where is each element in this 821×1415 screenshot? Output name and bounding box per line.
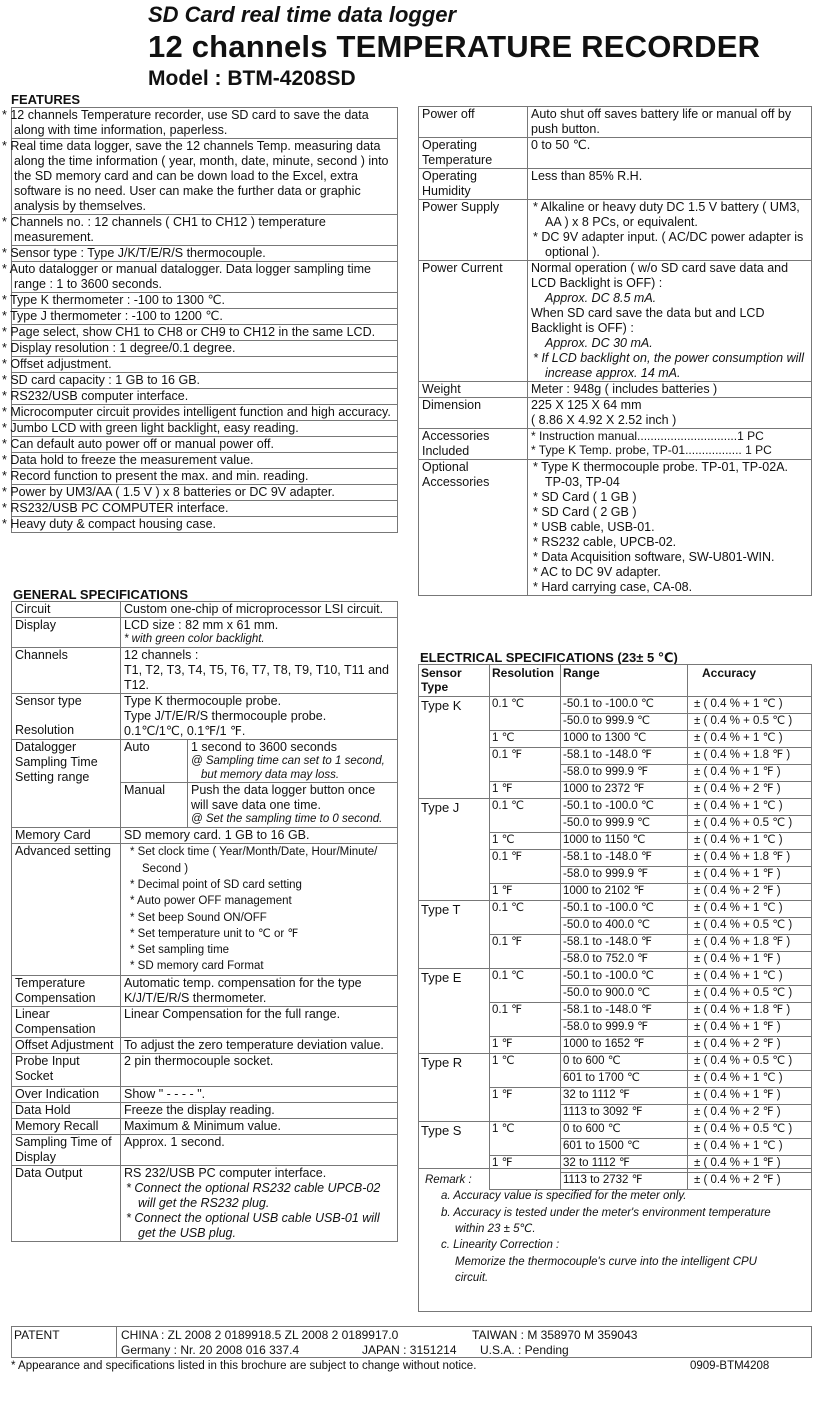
resolution-cell bbox=[490, 917, 561, 934]
resolution-cell: 1 ℃ bbox=[490, 730, 561, 747]
accuracy-cell: ± ( 0.4 % + 2 ℉ ) bbox=[688, 1036, 812, 1053]
range-cell: 601 to 1500 ℃ bbox=[561, 1138, 688, 1155]
spec-sublabel: Auto bbox=[121, 739, 188, 783]
spec-label: Power Current bbox=[419, 261, 528, 382]
spec-label: Linear Compensation bbox=[12, 1006, 121, 1037]
spec-row-accessories bbox=[419, 429, 812, 460]
accuracy-cell: ± ( 0.4 % + 1 ℉ ) bbox=[688, 951, 812, 968]
footer-note: * Appearance and specifications listed in this brochure are subject to change without notice. bbox=[11, 1360, 477, 1372]
spec-value: Freeze the display reading. bbox=[121, 1102, 398, 1118]
elec-row bbox=[419, 798, 812, 815]
electrical-spec-table bbox=[418, 664, 812, 1190]
patent-box bbox=[11, 1326, 812, 1358]
elec-row bbox=[419, 968, 812, 985]
range-cell: -50.0 to 999.9 ℃ bbox=[561, 815, 688, 832]
features-table bbox=[2, 107, 398, 533]
remark-item: within 23 ± 5℃. bbox=[455, 1222, 536, 1235]
spec-value: Maximum & Minimum value. bbox=[121, 1118, 398, 1134]
feature-row bbox=[12, 517, 398, 533]
accuracy-cell: ± ( 0.4 % + 1 ℃ ) bbox=[688, 832, 812, 849]
accuracy-cell: ± ( 0.4 % + 1.8 ℉ ) bbox=[688, 747, 812, 764]
feature-item: * Channels no. : 12 channels ( CH1 to CH12 ) temperature measurement. bbox=[12, 215, 398, 246]
spec-row-output bbox=[12, 1165, 398, 1241]
resolution-cell: 1 ℃ bbox=[490, 1121, 561, 1138]
elec-row bbox=[419, 1121, 812, 1138]
accuracy-cell: ± ( 0.4 % + 2 ℉ ) bbox=[688, 781, 812, 798]
spec-row-optional bbox=[419, 460, 812, 596]
feature-item: * Real time data logger, save the 12 channels Temp. measuring data along the time information ( year, month, date, minute, second ) into the SD memory card and can be down load to the Excel, extra software is no need. User can make the further data or graphic analysis by themselves. bbox=[12, 139, 398, 215]
feature-row bbox=[12, 262, 398, 293]
spec-label: Operating Humidity bbox=[419, 169, 528, 200]
resolution-cell bbox=[490, 1104, 561, 1121]
range-cell: 32 to 1112 ℉ bbox=[561, 1155, 688, 1172]
spec-value: Push the data logger button once will save data one time. @ Set the sampling time to 0 second. bbox=[188, 783, 398, 828]
feature-item: * Data hold to freeze the measurement value. bbox=[12, 453, 398, 469]
elec-row bbox=[419, 1053, 812, 1070]
spec-value: To adjust the zero temperature deviation value. bbox=[121, 1037, 398, 1053]
main-title: 12 channels TEMPERATURE RECORDER bbox=[148, 29, 761, 64]
range-cell: 1113 to 3092 ℉ bbox=[561, 1104, 688, 1121]
feature-row bbox=[12, 341, 398, 357]
spec-row-advanced bbox=[12, 844, 398, 976]
spec-value: Automatic temp. compensation for the type K/J/T/E/R/S thermometer. bbox=[121, 975, 398, 1006]
spec-label: Data Output bbox=[12, 1165, 121, 1241]
spec-value: * Instruction manual..............................1 PC * Type K Temp. probe, TP-01................. 1 PC bbox=[528, 429, 812, 460]
range-cell: 1000 to 1300 ℃ bbox=[561, 730, 688, 747]
general-spec-table bbox=[11, 601, 398, 1242]
advanced-item: * Auto power OFF management bbox=[130, 895, 292, 908]
range-cell: -58.0 to 752.0 ℉ bbox=[561, 951, 688, 968]
feature-item: * Jumbo LCD with green light backlight, easy reading. bbox=[12, 421, 398, 437]
accuracy-cell: ± ( 0.4 % + 1 ℃ ) bbox=[688, 730, 812, 747]
elec-row bbox=[419, 696, 812, 713]
sensor-type-cell: Type R bbox=[419, 1053, 490, 1121]
resolution-cell: 0.1 ℃ bbox=[490, 968, 561, 985]
feature-row bbox=[12, 139, 398, 215]
range-cell: -58.1 to -148.0 ℉ bbox=[561, 747, 688, 764]
feature-row bbox=[12, 469, 398, 485]
optional-item: * SD Card ( 2 GB ) bbox=[533, 505, 637, 519]
range-cell: -50.1 to -100.0 ℃ bbox=[561, 900, 688, 917]
spec-value: Custom one-chip of microprocessor LSI circuit. bbox=[121, 602, 398, 618]
spec-row-temp-comp bbox=[12, 975, 398, 1006]
range-cell: -58.0 to 999.9 ℉ bbox=[561, 1019, 688, 1036]
accuracy-cell: ± ( 0.4 % + 1 ℉ ) bbox=[688, 764, 812, 781]
feature-item: * Record function to present the max. and min. reading. bbox=[12, 469, 398, 485]
spec-row-display bbox=[12, 618, 398, 648]
resolution-cell bbox=[490, 1019, 561, 1036]
accuracy-cell: ± ( 0.4 % + 1 ℉ ) bbox=[688, 866, 812, 883]
feature-row bbox=[12, 108, 398, 139]
range-cell: -50.1 to -100.0 ℃ bbox=[561, 968, 688, 985]
remark-title: Remark : bbox=[425, 1174, 472, 1186]
feature-item: * Power by UM3/AA ( 1.5 V ) x 8 batteries or DC 9V adapter. bbox=[12, 485, 398, 501]
spec-row-power-supply bbox=[419, 200, 812, 261]
footer-code: 0909-BTM4208 bbox=[690, 1360, 770, 1372]
spec-value: 0 to 50 ℃. bbox=[528, 138, 812, 169]
spec-row-channels bbox=[12, 647, 398, 693]
spec-row-op-hum bbox=[419, 169, 812, 200]
resolution-cell: 1 ℃ bbox=[490, 832, 561, 849]
spec-value: LCD size : 82 mm x 61 mm. * with green color backlight. bbox=[121, 618, 398, 648]
range-cell: 1000 to 1150 ℃ bbox=[561, 832, 688, 849]
spec-label: Over Indication bbox=[12, 1086, 121, 1102]
accuracy-cell: ± ( 0.4 % + 1 ℉ ) bbox=[688, 1155, 812, 1172]
accuracy-cell: ± ( 0.4 % + 1.8 ℉ ) bbox=[688, 934, 812, 951]
accuracy-cell: ± ( 0.4 % + 2 ℉ ) bbox=[688, 1104, 812, 1121]
spec-value: RS 232/USB PC computer interface. * Connect the optional RS232 cable UPCB-02 will get the RS232 plug. * Connect the optional USB cable USB-01 will get the USB plug. bbox=[121, 1165, 398, 1241]
feature-row bbox=[12, 293, 398, 309]
resolution-cell bbox=[490, 1138, 561, 1155]
elec-header-cell: Resolution bbox=[490, 665, 561, 697]
feature-row bbox=[12, 389, 398, 405]
resolution-cell: 0.1 ℃ bbox=[490, 900, 561, 917]
resolution-cell: 1 ℉ bbox=[490, 1087, 561, 1104]
spec-value: * Alkaline or heavy duty DC 1.5 V battery ( UM3, AA ) x 8 PCs, or equivalent. * DC 9V adapter input. ( AC/DC power adapter is optional ). bbox=[528, 200, 812, 261]
range-cell: 0 to 600 ℃ bbox=[561, 1121, 688, 1138]
feature-item: * Can default auto power off or manual power off. bbox=[12, 437, 398, 453]
range-cell: -50.1 to -100.0 ℃ bbox=[561, 696, 688, 713]
feature-row bbox=[12, 453, 398, 469]
sensor-type-cell: Type J bbox=[419, 798, 490, 900]
spec-row-power-off bbox=[419, 107, 812, 138]
range-cell: 601 to 1700 ℃ bbox=[561, 1070, 688, 1087]
elec-header-row bbox=[419, 665, 812, 697]
spec-value: Approx. 1 second. bbox=[121, 1134, 398, 1165]
accuracy-cell: ± ( 0.4 % + 1.8 ℉ ) bbox=[688, 849, 812, 866]
optional-item: * Hard carrying case, CA-08. bbox=[533, 580, 693, 594]
resolution-cell bbox=[490, 1070, 561, 1087]
electrical-spec-title: ELECTRICAL SPECIFICATIONS (23± 5 ℃) bbox=[420, 650, 678, 665]
spec-label: Power off bbox=[419, 107, 528, 138]
accuracy-cell: ± ( 0.4 % + 0.5 ℃ ) bbox=[688, 713, 812, 730]
feature-row bbox=[12, 246, 398, 262]
resolution-cell: 0.1 ℃ bbox=[490, 798, 561, 815]
elec-header-cell: Sensor Type bbox=[419, 665, 490, 697]
spec-row-sensor bbox=[12, 693, 398, 739]
patent-china: CHINA : ZL 2008 2 0189918.5 ZL 2008 2 0189917.0 bbox=[121, 1328, 399, 1342]
resolution-cell: 1 ℉ bbox=[490, 883, 561, 900]
accuracy-cell: ± ( 0.4 % + 1 ℃ ) bbox=[688, 968, 812, 985]
accuracy-cell: ± ( 0.4 % + 1 ℃ ) bbox=[688, 696, 812, 713]
optional-item: * Data Acquisition software, SW-U801-WIN. bbox=[533, 550, 775, 564]
resolution-cell: 0.1 ℃ bbox=[490, 696, 561, 713]
range-cell: -50.1 to -100.0 ℃ bbox=[561, 798, 688, 815]
optional-item: * Type K thermocouple probe. TP-01, TP-02A. TP-03, TP-04 bbox=[533, 460, 789, 489]
model-title: Model : BTM-4208SD bbox=[148, 67, 356, 90]
resolution-cell: 1 ℉ bbox=[490, 1036, 561, 1053]
feature-item: * Page select, show CH1 to CH8 or CH9 to CH12 in the same LCD. bbox=[12, 325, 398, 341]
accuracy-cell: ± ( 0.4 % + 2 ℉ ) bbox=[688, 1172, 812, 1189]
feature-row bbox=[12, 325, 398, 341]
resolution-cell: 0.1 ℉ bbox=[490, 849, 561, 866]
spec-value: Show " - - - - ". bbox=[121, 1086, 398, 1102]
spec-label: Display bbox=[12, 618, 121, 648]
spec-row-circuit bbox=[12, 602, 398, 618]
spec-value: Meter : 948g ( includes batteries ) bbox=[528, 382, 812, 398]
spec-row-power-current bbox=[419, 261, 812, 382]
spec-row-memory bbox=[12, 828, 398, 844]
optional-item: * RS232 cable, UPCB-02. bbox=[533, 535, 677, 549]
sensor-type-cell: Type E bbox=[419, 968, 490, 1053]
range-cell: -58.1 to -148.0 ℉ bbox=[561, 1002, 688, 1019]
sensor-type-cell: Type K bbox=[419, 696, 490, 798]
subtitle: SD Card real time data logger bbox=[148, 2, 457, 27]
feature-row bbox=[12, 309, 398, 325]
advanced-item: * Set sampling time bbox=[130, 944, 230, 957]
feature-row bbox=[12, 373, 398, 389]
feature-item: * Heavy duty & compact housing case. bbox=[12, 517, 398, 533]
sensor-type-cell: Type S bbox=[419, 1121, 490, 1189]
spec-label: Dimension bbox=[419, 398, 528, 429]
remark-item: a. Accuracy value is specified for the meter only. bbox=[441, 1190, 687, 1203]
accuracy-cell: ± ( 0.4 % + 1 ℃ ) bbox=[688, 900, 812, 917]
features-title: FEATURES bbox=[11, 92, 81, 107]
accuracy-cell: ± ( 0.4 % + 1 ℃ ) bbox=[688, 1138, 812, 1155]
spec-label: Weight bbox=[419, 382, 528, 398]
feature-item: * RS232/USB PC COMPUTER interface. bbox=[12, 501, 398, 517]
spec-label: Circuit bbox=[12, 602, 121, 618]
patent-germany: Germany : Nr. 20 2008 016 337.4 bbox=[121, 1343, 300, 1357]
spec-label: Temperature Compensation bbox=[12, 975, 121, 1006]
spec-sublabel: Manual bbox=[121, 783, 188, 828]
resolution-cell: 0.1 ℉ bbox=[490, 934, 561, 951]
feature-item: * Type K thermometer : -100 to 1300 ℃. bbox=[12, 293, 398, 309]
remark-item: b. Accuracy is tested under the meter's environment temperature bbox=[441, 1206, 771, 1219]
resolution-cell: 0.1 ℉ bbox=[490, 747, 561, 764]
optional-item: * SD Card ( 1 GB ) bbox=[533, 490, 637, 504]
spec-value: 2 pin thermocouple socket. bbox=[121, 1053, 398, 1086]
spec-value: 12 channels : T1, T2, T3, T4, T5, T6, T7, T8, T9, T10, T11 and T12. bbox=[121, 647, 398, 693]
feature-row bbox=[12, 357, 398, 373]
range-cell: -50.0 to 999.9 ℃ bbox=[561, 713, 688, 730]
range-cell: -58.0 to 999.9 ℉ bbox=[561, 866, 688, 883]
spec-label: Sensor type Resolution bbox=[12, 693, 121, 739]
spec-row-over bbox=[12, 1086, 398, 1102]
range-cell: -58.1 to -148.0 ℉ bbox=[561, 849, 688, 866]
spec-label: Offset Adjustment bbox=[12, 1037, 121, 1053]
resolution-cell: 0.1 ℉ bbox=[490, 1002, 561, 1019]
accuracy-cell: ± ( 0.4 % + 0.5 ℃ ) bbox=[688, 1121, 812, 1138]
accuracy-cell: ± ( 0.4 % + 0.5 ℃ ) bbox=[688, 815, 812, 832]
spec-label: Probe Input Socket bbox=[12, 1053, 121, 1086]
spec-value: Type K thermocouple probe. Type J/T/E/R/S thermocouple probe. 0.1℃/1℃, 0.1℉/1 ℉. bbox=[121, 693, 398, 739]
feature-item: * Sensor type : Type J/K/T/E/R/S thermocouple. bbox=[12, 246, 398, 262]
advanced-item: * Set temperature unit to ℃ or ℉ bbox=[130, 927, 299, 940]
spec-label: Optional Accessories bbox=[419, 460, 528, 596]
patent-japan: JAPAN : 3151214 bbox=[362, 1343, 457, 1357]
patent-label: PATENT bbox=[12, 1327, 117, 1357]
range-cell: 32 to 1112 ℉ bbox=[561, 1087, 688, 1104]
spec-label: Operating Temperature bbox=[419, 138, 528, 169]
spec-row-linear bbox=[12, 1006, 398, 1037]
resolution-cell bbox=[490, 866, 561, 883]
accuracy-cell: ± ( 0.4 % + 1 ℉ ) bbox=[688, 1087, 812, 1104]
feature-item: * Offset adjustment. bbox=[12, 357, 398, 373]
advanced-item: * Decimal point of SD card setting bbox=[130, 878, 302, 891]
feature-item: * RS232/USB computer interface. bbox=[12, 389, 398, 405]
spec-label: Sampling Time of Display bbox=[12, 1134, 121, 1165]
accuracy-cell: ± ( 0.4 % + 1 ℃ ) bbox=[688, 1070, 812, 1087]
feature-row bbox=[12, 215, 398, 246]
spec-row-op-temp bbox=[419, 138, 812, 169]
range-cell: 1000 to 2372 ℉ bbox=[561, 781, 688, 798]
resolution-cell: 1 ℉ bbox=[490, 1155, 561, 1172]
resolution-cell bbox=[490, 713, 561, 730]
spec-value: Auto shut off saves battery life or manual off by push button. bbox=[528, 107, 812, 138]
resolution-cell bbox=[490, 815, 561, 832]
spec-row-hold bbox=[12, 1102, 398, 1118]
feature-row bbox=[12, 437, 398, 453]
spec-value: 225 X 125 X 64 mm ( 8.86 X 4.92 X 2.52 inch ) bbox=[528, 398, 812, 429]
spec-label: Advanced setting bbox=[12, 844, 121, 976]
spec-row-weight bbox=[419, 382, 812, 398]
feature-row bbox=[12, 485, 398, 501]
spec-row-offset bbox=[12, 1037, 398, 1053]
feature-item: * Display resolution : 1 degree/0.1 degree. bbox=[12, 341, 398, 357]
spec-row-recall bbox=[12, 1118, 398, 1134]
spec-value bbox=[121, 844, 398, 976]
advanced-item: * Set clock time ( Year/Month/Date, Hour/Minute/ Second ) bbox=[130, 846, 378, 875]
spec-row-probe bbox=[12, 1053, 398, 1086]
patent-taiwan: TAIWAN : M 358970 M 359043 bbox=[472, 1328, 638, 1342]
feature-item: * Microcomputer circuit provides intelligent function and high accuracy. bbox=[12, 405, 398, 421]
spec-value: Normal operation ( w/o SD card save data and LCD Backlight is OFF) : Approx. DC 8.5 mA. When SD card save the data but and LCD Backlight is OFF) : Approx. DC 30 mA. * If LCD backlight on, the power consumption will increase approx. 14 mA. bbox=[528, 261, 812, 382]
spec-value: Linear Compensation for the full range. bbox=[121, 1006, 398, 1037]
spec-label: Memory Card bbox=[12, 828, 121, 844]
sensor-type-cell: Type T bbox=[419, 900, 490, 968]
resolution-cell bbox=[490, 951, 561, 968]
range-cell: -50.0 to 400.0 ℃ bbox=[561, 917, 688, 934]
range-cell: 1000 to 1652 ℉ bbox=[561, 1036, 688, 1053]
accuracy-cell: ± ( 0.4 % + 0.5 ℃ ) bbox=[688, 917, 812, 934]
spec-row-datalogger-auto bbox=[12, 739, 398, 783]
spec-label: Channels bbox=[12, 647, 121, 693]
spec-value: Less than 85% R.H. bbox=[528, 169, 812, 200]
elec-header-cell: Accuracy bbox=[688, 665, 812, 697]
spec-label: Accessories Included bbox=[419, 429, 528, 460]
spec-label: Data Hold bbox=[12, 1102, 121, 1118]
feature-item: * SD card capacity : 1 GB to 16 GB. bbox=[12, 373, 398, 389]
accuracy-cell: ± ( 0.4 % + 2 ℉ ) bbox=[688, 883, 812, 900]
feature-row bbox=[12, 501, 398, 517]
advanced-item: * Set beep Sound ON/OFF bbox=[130, 911, 267, 924]
spec-value: 1 second to 3600 seconds @ Sampling time can set to 1 second, but memory data may loss. bbox=[188, 739, 398, 783]
patent-usa: U.S.A. : Pending bbox=[480, 1343, 569, 1357]
spec-row-dimension bbox=[419, 398, 812, 429]
range-cell: -58.0 to 999.9 ℉ bbox=[561, 764, 688, 781]
resolution-cell: 1 ℃ bbox=[490, 1053, 561, 1070]
spec-label: Power Supply bbox=[419, 200, 528, 261]
range-cell: 0 to 600 ℃ bbox=[561, 1053, 688, 1070]
range-cell: 1000 to 2102 ℉ bbox=[561, 883, 688, 900]
accuracy-cell: ± ( 0.4 % + 1.8 ℉ ) bbox=[688, 1002, 812, 1019]
feature-row bbox=[12, 421, 398, 437]
remark-box bbox=[418, 1168, 812, 1312]
spec-value bbox=[528, 460, 812, 596]
spec-label: Datalogger Sampling Time Setting range bbox=[12, 739, 121, 827]
right-spec-table bbox=[418, 106, 812, 596]
resolution-cell bbox=[490, 764, 561, 781]
elec-header-cell: Range bbox=[561, 665, 688, 697]
accuracy-cell: ± ( 0.4 % + 0.5 ℃ ) bbox=[688, 1053, 812, 1070]
feature-item: * Type J thermometer : -100 to 1200 ℃. bbox=[12, 309, 398, 325]
remark-item: circuit. bbox=[455, 1271, 489, 1284]
elec-row bbox=[419, 900, 812, 917]
general-spec-title: GENERAL SPECIFICATIONS bbox=[13, 587, 189, 602]
feature-item: * Auto datalogger or manual datalogger. Data logger sampling time range : 1 to 3600 seconds. bbox=[12, 262, 398, 293]
accuracy-cell: ± ( 0.4 % + 1 ℉ ) bbox=[688, 1019, 812, 1036]
range-cell: -58.1 to -148.0 ℉ bbox=[561, 934, 688, 951]
resolution-cell bbox=[490, 985, 561, 1002]
range-cell: -50.0 to 900.0 ℃ bbox=[561, 985, 688, 1002]
advanced-item: * SD memory card Format bbox=[130, 960, 264, 973]
accuracy-cell: ± ( 0.4 % + 0.5 ℃ ) bbox=[688, 985, 812, 1002]
accuracy-cell: ± ( 0.4 % + 1 ℃ ) bbox=[688, 798, 812, 815]
remark-item: c. Linearity Correction : bbox=[441, 1239, 560, 1252]
remark-item: Memorize the thermocouple's curve into the intelligent CPU bbox=[455, 1255, 757, 1268]
feature-row bbox=[12, 405, 398, 421]
feature-item: * 12 channels Temperature recorder, use SD card to save the data along with time information, paperless. bbox=[12, 108, 398, 139]
optional-item: * AC to DC 9V adapter. bbox=[533, 565, 661, 579]
spec-row-sampling bbox=[12, 1134, 398, 1165]
range-cell: 1113 to 2732 ℉ bbox=[561, 1172, 688, 1189]
spec-label: Memory Recall bbox=[12, 1118, 121, 1134]
spec-value: SD memory card. 1 GB to 16 GB. bbox=[121, 828, 398, 844]
optional-item: * USB cable, USB-01. bbox=[533, 520, 655, 534]
resolution-cell: 1 ℉ bbox=[490, 781, 561, 798]
